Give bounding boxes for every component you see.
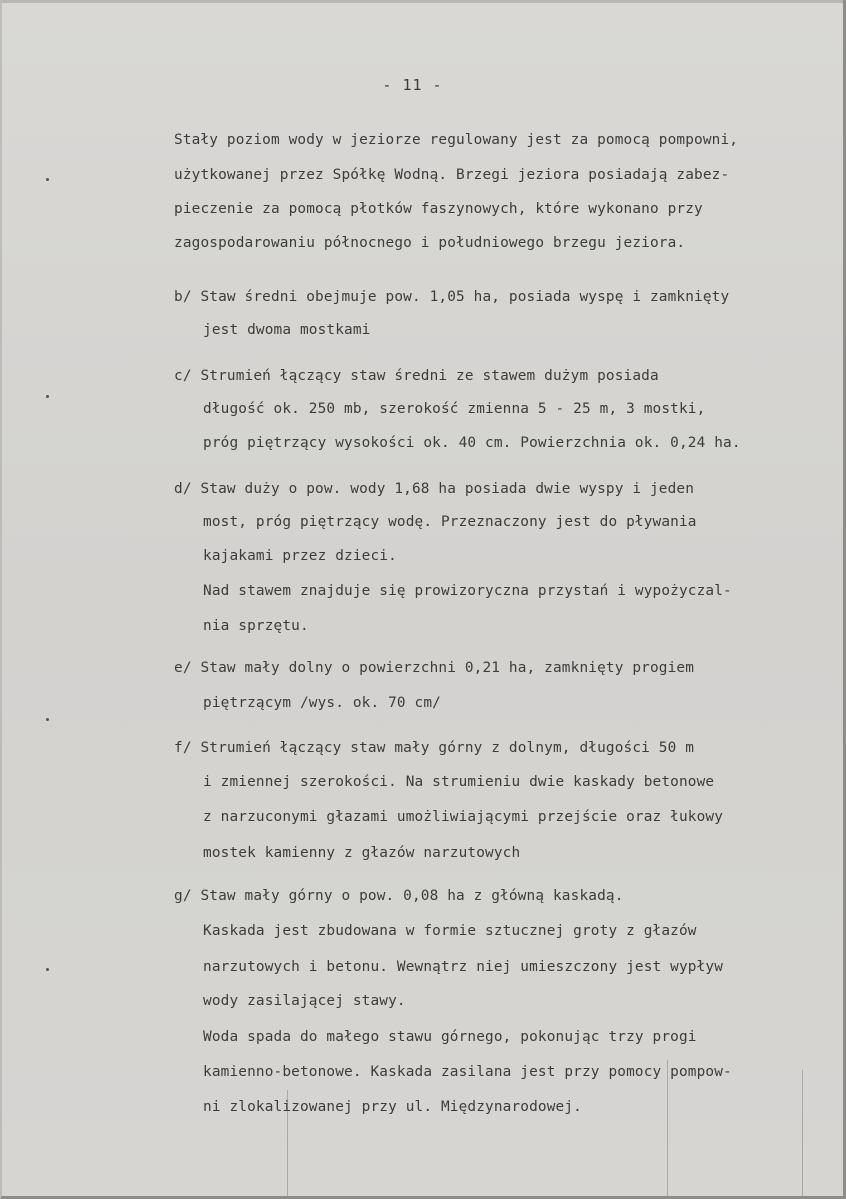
text-line: z narzuconymi głazami umożliwiającymi przejście oraz łukowy bbox=[203, 809, 724, 825]
text-line: e/ Staw mały dolny o powierzchni 0,21 ha, zamknięty progiem bbox=[174, 660, 695, 676]
page-number-text: - 11 - bbox=[382, 76, 443, 94]
text-line: kamienno-betonowe. Kaskada zasilana jest przy pomocy pompow- bbox=[203, 1064, 732, 1080]
text-line: piętrzącym /wys. ok. 70 cm/ bbox=[203, 695, 441, 711]
text-line: c/ Strumień łączący staw średni ze stawem dużym posiada bbox=[174, 368, 659, 384]
text-line: d/ Staw duży o pow. wody 1,68 ha posiada dwie wyspy i jeden bbox=[174, 481, 695, 497]
text-line: b/ Staw średni obejmuje pow. 1,05 ha, posiada wyspę i zamknięty bbox=[174, 289, 730, 305]
margin-punch-mark bbox=[46, 178, 49, 181]
text-line: zagospodarowaniu północnego i południowego brzegu jeziora. bbox=[174, 235, 686, 251]
text-line: i zmiennej szerokości. Na strumieniu dwie kaskady betonowe bbox=[203, 774, 715, 790]
text-line: ni zlokalizowanej przy ul. Międzynarodowej. bbox=[203, 1099, 582, 1115]
text-line: Stały poziom wody w jeziorze regulowany jest za pomocą pompowni, bbox=[174, 132, 739, 148]
text-line: nia sprzętu. bbox=[203, 618, 309, 634]
page-top-edge bbox=[2, 0, 843, 3]
text-line: mostek kamienny z głazów narzutowych bbox=[203, 845, 521, 861]
text-line: użytkowanej przez Spółkę Wodną. Brzegi jeziora posiadają zabez- bbox=[174, 167, 730, 183]
text-line: narzutowych i betonu. Wewnątrz niej umieszczony jest wypływ bbox=[203, 959, 724, 975]
text-line: pieczenie za pomocą płotków faszynowych, które wykonano przy bbox=[174, 201, 703, 217]
text-line: próg piętrzący wysokości ok. 40 cm. Powierzchnia ok. 0,24 ha. bbox=[203, 435, 741, 451]
text-line: jest dwoma mostkami bbox=[203, 322, 371, 338]
margin-punch-mark bbox=[46, 395, 49, 398]
text-line: Woda spada do małego stawu górnego, pokonując trzy progi bbox=[203, 1029, 697, 1045]
text-line: Nad stawem znajduje się prowizoryczna przystań i wypożyczal- bbox=[203, 583, 732, 599]
paper-crease bbox=[802, 1070, 803, 1199]
text-line: most, próg piętrzący wodę. Przeznaczony jest do pływania bbox=[203, 514, 697, 530]
text-line: kajakami przez dzieci. bbox=[203, 548, 397, 564]
text-line: g/ Staw mały górny o pow. 0,08 ha z główną kaskadą. bbox=[174, 888, 624, 904]
text-line: Kaskada jest zbudowana w formie sztucznej groty z głazów bbox=[203, 923, 697, 939]
text-line: f/ Strumień łączący staw mały górny z dolnym, długości 50 m bbox=[174, 740, 695, 756]
text-line: wody zasilającej stawy. bbox=[203, 993, 406, 1009]
page-number bbox=[2, 76, 843, 94]
margin-punch-mark bbox=[46, 968, 49, 971]
paper-crease bbox=[287, 1090, 288, 1199]
text-line: długość ok. 250 mb, szerokość zmienna 5 - 25 m, 3 mostki, bbox=[203, 401, 706, 417]
paper-crease bbox=[667, 1060, 668, 1199]
margin-punch-mark bbox=[46, 718, 49, 721]
